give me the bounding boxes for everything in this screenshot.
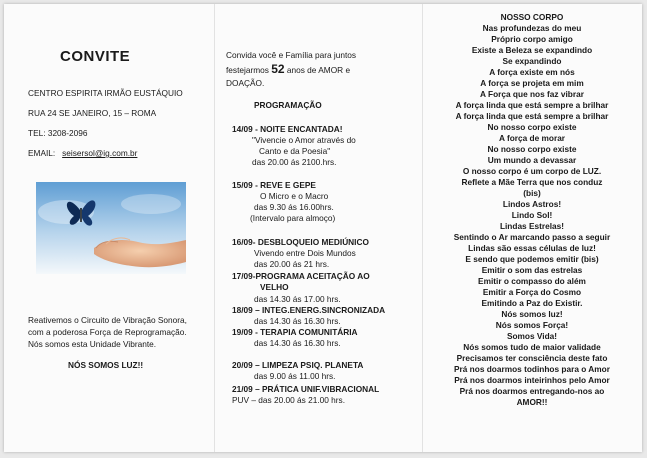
schedule-detail: das 14.30 ás 16.30 hrs. [254, 338, 341, 348]
poem-line: No nosso corpo existe [487, 144, 577, 154]
poem-line: Reflete a Mãe Terra que nos conduz [461, 177, 603, 187]
poem-line: Emitindo a Paz do Existir. [481, 298, 583, 308]
poem-line: Lindas são essas células de luz! [468, 243, 596, 253]
paragraph-line: com a poderosa Força de Reprogramação. [28, 327, 187, 337]
schedule-title: 19/09 - TERAPIA COMUNITÁRIA [232, 327, 358, 337]
poem-line: A força de morar [498, 133, 566, 143]
email-row [28, 148, 137, 158]
schedule-detail: "Vivencie o Amor através do [252, 135, 356, 145]
poem-line: Lindas Estrelas! [499, 221, 565, 231]
schedule-detail: Vivendo entre Dois Mundos [254, 248, 356, 258]
schedule-detail: das 20.00 ás 21 hrs. [254, 259, 330, 269]
poem-line: A força existe em nós [489, 67, 575, 77]
poem-line: Somos Vida! [506, 331, 558, 341]
invite-line [226, 62, 350, 77]
schedule-detail: VELHO [260, 282, 289, 292]
invite-line: DOAÇÃO. [226, 78, 265, 88]
fold-line [214, 4, 215, 452]
poem-line: Prá nos doarmos todinhos para o Amor [454, 364, 610, 374]
poem-line: A força linda que está sempre a brilhar [455, 100, 609, 110]
schedule-title: 17/09-PROGRAMA ACEITAÇÃO AO [232, 271, 370, 281]
schedule-detail: Canto e da Poesia" [259, 146, 331, 156]
poem-line: Se expandindo [502, 56, 562, 66]
schedule-detail: das 14.30 ás 16.30 hrs. [254, 316, 341, 326]
flyer-sheet [4, 4, 642, 452]
poem-line: Nós somos Força! [495, 320, 569, 330]
center-name: CENTRO ESPIRITA IRMÃO EUSTÁQUIO [28, 88, 183, 98]
schedule-detail: (Intervalo para almoço) [250, 213, 336, 223]
schedule-detail: das 14.30 ás 17.00 hrs. [254, 294, 341, 304]
invite-anos: anos de AMOR e [286, 65, 351, 75]
poem-line: Emitir o som das estrelas [481, 265, 583, 275]
poem-line: O nosso corpo é um corpo de LUZ. [462, 166, 602, 176]
paragraph-line: Nós somos esta Unidade Vibrante. [28, 339, 157, 349]
poem-line: Lindos Astros! [502, 199, 562, 209]
poem-line: AMOR!! [516, 397, 548, 407]
schedule-title: 14/09 - NOITE ENCANTADA! [232, 124, 343, 134]
schedule-title: 20/09 – LIMPEZA PSIQ. PLANETA [232, 360, 364, 370]
poem-line: Próprio corpo amigo [491, 34, 573, 44]
schedule-detail: O Micro e o Macro [260, 191, 329, 201]
poem-line: Sentindo o Ar marcando passo a seguir [453, 232, 611, 242]
poem-line: Prá nos doarmos inteirinhos pelo Amor [454, 375, 610, 385]
poem-line: Um mundo a devassar [487, 155, 577, 165]
poem-line: (bis) [523, 188, 541, 198]
anniversary-number: 52 [271, 62, 285, 76]
poem-line: Nós somos luz! [501, 309, 563, 319]
slogan: NÓS SOMOS LUZ!! [68, 360, 144, 370]
butterfly-hand-image [36, 182, 186, 274]
poem-line: A Força que nos faz vibrar [480, 89, 584, 99]
schedule-title: 21/09 – PRÁTICA UNIF.VIBRACIONAL [232, 384, 380, 394]
schedule-detail: PUV – das 20.00 ás 21.00 hrs. [232, 395, 346, 405]
poem-line: Emitir a Força do Cosmo [482, 287, 582, 297]
poem-line: Nós somos tudo de maior validade [463, 342, 601, 352]
schedule-detail: das 9.00 ás 11.00 hrs. [254, 371, 336, 381]
schedule-title: 18/09 – INTEG.ENERG.SINCRONIZADA [232, 305, 386, 315]
poem-line: Emitir o compasso do além [478, 276, 586, 286]
invite-festejarmos: festejarmos [226, 65, 269, 75]
poem-line: Nas profundezas do meu [482, 23, 582, 33]
email-label: EMAIL: [28, 148, 56, 158]
poem-line: Prá nos doarmos entregando-nos ao [459, 386, 605, 396]
poem-line: A força linda que está sempre a brilhar [455, 111, 609, 121]
schedule-detail: das 9.30 ás 16.00hrs. [254, 202, 334, 212]
program-title: PROGRAMAÇÃO [254, 100, 322, 110]
poem-line: E sendo que podemos emitir (bis) [465, 254, 599, 264]
address: RUA 24 SE JANEIRO, 15 – ROMA [28, 108, 157, 118]
poem-line: Existe a Beleza se expandindo [471, 45, 593, 55]
poem-line: Lindo Sol! [511, 210, 553, 220]
invite-line: Convida você e Família para juntos [226, 50, 357, 60]
phone: TEL: 3208-2096 [28, 128, 88, 138]
convite-title: CONVITE [60, 48, 131, 65]
schedule-title: 15/09 - REVE E GEPE [232, 180, 316, 190]
poem-line: No nosso corpo existe [487, 122, 577, 132]
email-link[interactable]: seisersol@ig.com.br [62, 148, 138, 158]
poem-line: Precisamos ter consciência deste fato [456, 353, 608, 363]
schedule-detail: das 20.00 ás 2100.hrs. [252, 157, 337, 167]
poem-line: A força se projeta em mim [480, 78, 584, 88]
schedule-title: 16/09- DESBLOQUEIO MEDIÚNICO [232, 237, 369, 247]
poem-title: NOSSO CORPO [500, 12, 564, 22]
paragraph-line: Reativemos o Circuito de Vibração Sonora, [28, 315, 187, 325]
